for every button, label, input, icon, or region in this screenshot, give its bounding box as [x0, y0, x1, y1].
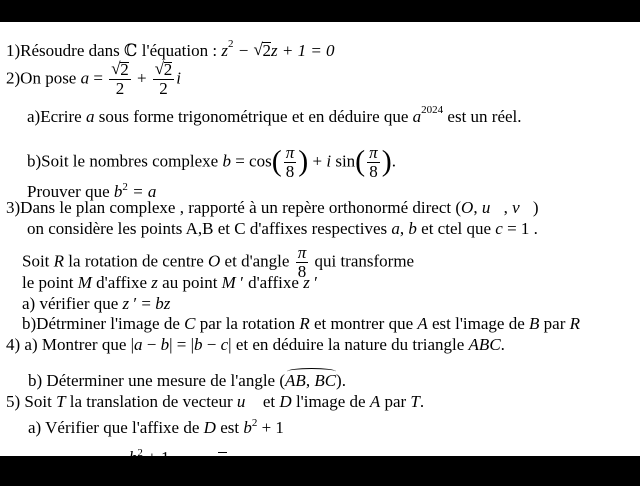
question-4b — [28, 371, 346, 391]
question-3-line1: 3)Dans le plan complexe , rapporté à un repère orthonormé direct (O, u⃗, v⃗) — [6, 198, 539, 217]
question-3-line3: Soit R la rotation de centre O et d'angle $\frac{\pi}{8}$ qui transforme — [22, 243, 415, 281]
question-4a-text-b: et en déduire la nature du triangle — [231, 335, 469, 354]
question-2b-text: b)Soit le nombres complexe — [27, 151, 223, 171]
question-5a-text-b: est — [215, 418, 244, 437]
question-3-line3-text-a: Soit — [22, 251, 54, 271]
prove-text: Prouver que — [27, 182, 114, 201]
exercise-sheet — [0, 22, 640, 486]
question-2-intro: 2)On pose a = √ $\frac{2}{2}$ + √ $\frac{2}{2}$ i — [6, 61, 181, 98]
question-5b: b)Montrer que $\frac{b^2 + 1}{b}$ = b + b et en déduire que les points O,B et D sont alignés. — [22, 444, 571, 486]
question-2a-text: a)Ecrire — [27, 107, 86, 126]
question-2a-text-3: est un réel. — [443, 107, 522, 126]
question-5: 5) Soit T la translation de vecteur u⃗ et D l'image de A par T. — [6, 392, 425, 411]
question-3-line2-text-b: et ctel que — [416, 219, 496, 238]
question-2-intro-text: 2)On pose — [6, 68, 81, 88]
question-3-line4: le point M d'affixe z au point M ′ d'affixe z ′ — [22, 273, 318, 292]
question-5b-text-a: b)Montrer que — [22, 453, 125, 473]
question-3-line2-text-c: . — [529, 219, 538, 238]
question-1 — [6, 34, 335, 61]
question-2a-text-2: sous forme trigonométrique et en déduire que — [94, 107, 413, 126]
question-4a-text-a: 4) a) Montrer que — [6, 335, 131, 354]
fraction-pi-over-8-angle: $\frac{\pi}{8}$ — [297, 243, 307, 281]
fraction-sqrt2-over-2: √ $\frac{2}{2}$ — [109, 61, 131, 98]
question-3-line4-text-b: d'affixe — [91, 273, 152, 292]
question-3-line4-text-d: d'affixe — [243, 273, 304, 292]
question-3a: a) vérifier que z ′ = bz — [22, 294, 171, 313]
question-3-line3-text-d: qui transforme — [310, 251, 415, 271]
question-4b-text-a: b) Déterminer une mesure de l'angle — [28, 371, 280, 390]
question-5-text-d: l'image de — [291, 392, 370, 411]
question-1-equation: $z^2$ − √ 2z + 1 = 0 — [221, 41, 334, 60]
fraction-b2-plus-1-over-b: $\frac{b^2 + 1}{b}$ — [127, 444, 172, 486]
question-5-text-a: 5) Soit — [6, 392, 57, 411]
question-2b: b)Soit le nombres complexe b = cos( $\frac{\pi}{8}$ ) + i sin( $\frac{\pi}{8}$ ). — [27, 143, 396, 181]
question-3b-text-c: et montrer que — [309, 314, 418, 333]
question-5-text-c: et — [258, 392, 280, 411]
angle-ab-bc: (AB, BC) — [279, 371, 342, 390]
question-4b-text-b: . — [341, 371, 346, 390]
fraction-pi-over-8: $\frac{\pi}{8}$ — [285, 143, 295, 181]
question-3b-text-b: par la rotation — [195, 314, 300, 333]
question-1-text: 1)Résoudre dans ℂ l'équation : — [6, 41, 222, 60]
question-2a: a)Ecrire a sous forme trigonométrique et en déduire que $a^{2024}$ est un réel. — [27, 104, 522, 126]
question-3-line3-text-c: et d'angle — [220, 251, 294, 271]
fraction-sqrt2-over-2-imag: √ $\frac{2}{2}$ — [153, 61, 175, 98]
question-3b-text-a: b)Détrminer l'image de — [22, 314, 185, 333]
question-3a-text: a) vérifier que — [22, 294, 123, 313]
question-3-line2-text: on considère les points A,B et C d'affixes respectives — [27, 219, 392, 238]
exponent-2024: 2024 — [421, 104, 444, 116]
question-5a-text: a) Vérifier que l'affixe de — [28, 418, 204, 437]
question-2-prove: Prouver que $b^2 = a$ — [27, 181, 157, 201]
fraction-pi-over-8-sin: $\frac{\pi}{8}$ — [369, 143, 378, 181]
question-3-line4-text-c: au point — [157, 273, 222, 292]
question-3-line4-text-a: le point — [22, 273, 78, 292]
question-5b-text-b: et en déduire que les points O,B et D sont alignés. — [226, 453, 571, 473]
question-5a: a) Vérifier que l'affixe de D est $b^2 + 1$ — [28, 417, 284, 437]
question-4a: 4) a) Montrer que |a − b| = |b − c| et en déduire la nature du triangle ABC. — [6, 335, 505, 354]
question-3b: b)Détrminer l'image de C par la rotation R et montrer que A est l'image de B par R — [22, 314, 581, 333]
question-3-line3-text-b: la rotation de centre — [64, 251, 209, 271]
question-3-line2: on considère les points A,B et C d'affixes respectives a, b et ctel que c = 1 . — [27, 219, 538, 238]
question-5-text-e: par — [380, 392, 411, 411]
question-3b-text-d: est l'image de — [427, 314, 530, 333]
question-3-line1-text: 3)Dans le plan complexe , rapporté à un repère orthonormé direct — [6, 198, 456, 217]
question-3b-text-e: par — [539, 314, 570, 333]
question-5-text-b: la translation de vecteur — [65, 392, 237, 411]
